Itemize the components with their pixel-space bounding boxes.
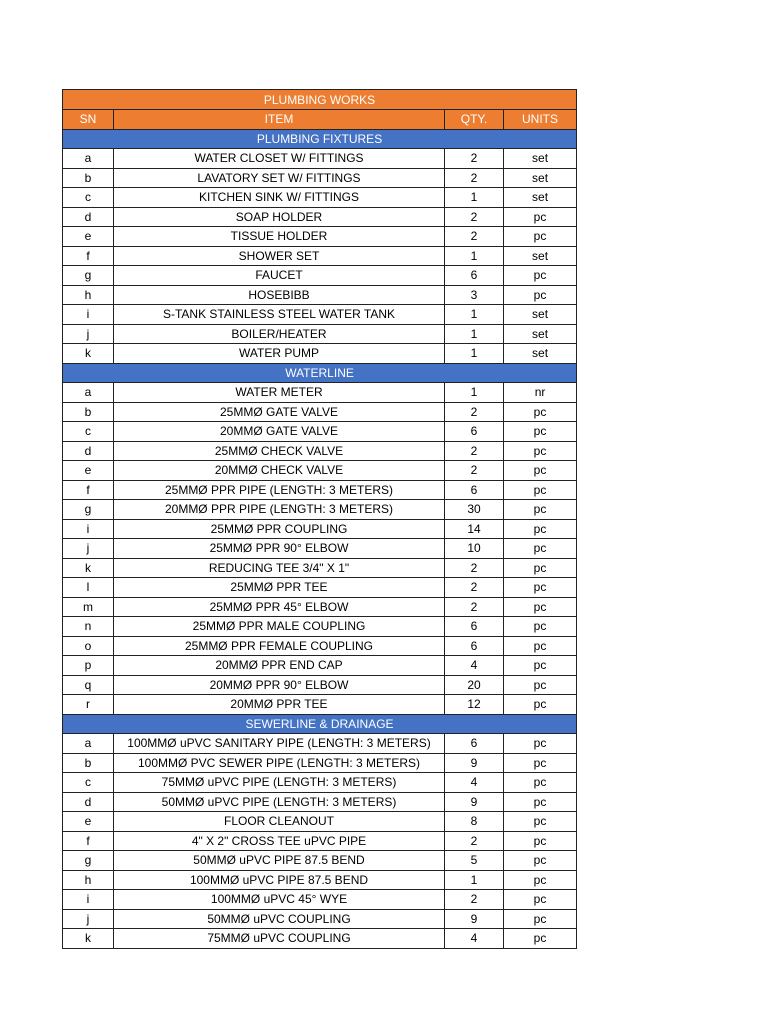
table-row xyxy=(63,890,577,910)
cell-qty: 4 xyxy=(445,773,504,793)
cell-units: set xyxy=(504,324,577,344)
cell-sn: a xyxy=(63,734,114,754)
cell-units: set xyxy=(504,246,577,266)
cell-qty: 6 xyxy=(445,480,504,500)
cell-item: 20MMØ GATE VALVE xyxy=(114,422,445,442)
cell-sn: a xyxy=(63,149,114,169)
cell-qty: 20 xyxy=(445,675,504,695)
cell-sn: j xyxy=(63,539,114,559)
table-row xyxy=(63,929,577,949)
cell-units: pc xyxy=(504,597,577,617)
cell-qty: 2 xyxy=(445,831,504,851)
cell-sn: e xyxy=(63,812,114,832)
table-row xyxy=(63,695,577,715)
cell-units: pc xyxy=(504,675,577,695)
section-title: PLUMBING FIXTURES xyxy=(63,129,577,149)
cell-sn: b xyxy=(63,168,114,188)
cell-item: 25MMØ PPR MALE COUPLING xyxy=(114,617,445,637)
cell-units: pc xyxy=(504,480,577,500)
table-row xyxy=(63,344,577,364)
table-row xyxy=(63,753,577,773)
cell-item: 20MMØ PPR PIPE (LENGTH: 3 METERS) xyxy=(114,500,445,520)
table-row xyxy=(63,617,577,637)
cell-units: nr xyxy=(504,383,577,403)
cell-qty: 6 xyxy=(445,266,504,286)
cell-qty: 1 xyxy=(445,188,504,208)
cell-units: pc xyxy=(504,578,577,598)
cell-units: pc xyxy=(504,890,577,910)
cell-sn: g xyxy=(63,266,114,286)
cell-item: 25MMØ PPR TEE xyxy=(114,578,445,598)
cell-item: TISSUE HOLDER xyxy=(114,227,445,247)
table-row xyxy=(63,324,577,344)
cell-item: REDUCING TEE 3/4" X 1" xyxy=(114,558,445,578)
cell-sn: e xyxy=(63,227,114,247)
cell-sn: i xyxy=(63,305,114,325)
section-header-row xyxy=(63,714,577,734)
cell-item: 100MMØ uPVC SANITARY PIPE (LENGTH: 3 METERS) xyxy=(114,734,445,754)
table-row xyxy=(63,227,577,247)
cell-qty: 9 xyxy=(445,909,504,929)
table-row xyxy=(63,734,577,754)
cell-units: pc xyxy=(504,207,577,227)
cell-qty: 1 xyxy=(445,324,504,344)
cell-item: WATER PUMP xyxy=(114,344,445,364)
cell-item: 20MMØ CHECK VALVE xyxy=(114,461,445,481)
table-body xyxy=(63,90,577,949)
cell-sn: l xyxy=(63,578,114,598)
cell-qty: 2 xyxy=(445,227,504,247)
cell-item: 75MMØ uPVC COUPLING xyxy=(114,929,445,949)
table-row xyxy=(63,831,577,851)
table-row xyxy=(63,558,577,578)
cell-item: HOSEBIBB xyxy=(114,285,445,305)
cell-sn: i xyxy=(63,890,114,910)
table-row xyxy=(63,441,577,461)
cell-units: pc xyxy=(504,812,577,832)
cell-qty: 2 xyxy=(445,558,504,578)
column-header-row xyxy=(63,110,577,130)
table-row xyxy=(63,539,577,559)
cell-sn: k xyxy=(63,344,114,364)
cell-sn: a xyxy=(63,383,114,403)
plumbing-works-table xyxy=(62,89,577,949)
table-title-row xyxy=(63,90,577,110)
table-row xyxy=(63,675,577,695)
cell-sn: f xyxy=(63,480,114,500)
table-row xyxy=(63,285,577,305)
cell-sn: f xyxy=(63,246,114,266)
cell-sn: k xyxy=(63,558,114,578)
cell-item: S-TANK STAINLESS STEEL WATER TANK xyxy=(114,305,445,325)
cell-sn: g xyxy=(63,500,114,520)
cell-units: pc xyxy=(504,539,577,559)
cell-units: pc xyxy=(504,519,577,539)
cell-item: 25MMØ PPR 90° ELBOW xyxy=(114,539,445,559)
cell-qty: 12 xyxy=(445,695,504,715)
cell-qty: 2 xyxy=(445,168,504,188)
header-qty: QTY. xyxy=(445,110,504,130)
cell-item: 50MMØ uPVC PIPE 87.5 BEND xyxy=(114,851,445,871)
cell-qty: 4 xyxy=(445,656,504,676)
cell-item: 25MMØ GATE VALVE xyxy=(114,402,445,422)
cell-units: pc xyxy=(504,929,577,949)
cell-sn: f xyxy=(63,831,114,851)
table-row xyxy=(63,812,577,832)
cell-item: 20MMØ PPR TEE xyxy=(114,695,445,715)
cell-item: SOAP HOLDER xyxy=(114,207,445,227)
table-row xyxy=(63,207,577,227)
cell-qty: 1 xyxy=(445,383,504,403)
cell-units: pc xyxy=(504,851,577,871)
header-sn: SN xyxy=(63,110,114,130)
table-row xyxy=(63,149,577,169)
cell-units: pc xyxy=(504,870,577,890)
cell-sn: r xyxy=(63,695,114,715)
cell-sn: d xyxy=(63,207,114,227)
table-row xyxy=(63,480,577,500)
section-header-row xyxy=(63,363,577,383)
cell-item: 20MMØ PPR END CAP xyxy=(114,656,445,676)
cell-qty: 10 xyxy=(445,539,504,559)
cell-units: pc xyxy=(504,266,577,286)
cell-qty: 2 xyxy=(445,402,504,422)
cell-units: set xyxy=(504,168,577,188)
cell-qty: 2 xyxy=(445,149,504,169)
cell-sn: b xyxy=(63,753,114,773)
table-row xyxy=(63,383,577,403)
cell-sn: c xyxy=(63,422,114,442)
cell-sn: d xyxy=(63,792,114,812)
cell-qty: 2 xyxy=(445,578,504,598)
section-header-row xyxy=(63,129,577,149)
cell-qty: 4 xyxy=(445,929,504,949)
table-row xyxy=(63,909,577,929)
cell-sn: n xyxy=(63,617,114,637)
cell-sn: p xyxy=(63,656,114,676)
cell-item: BOILER/HEATER xyxy=(114,324,445,344)
cell-sn: q xyxy=(63,675,114,695)
cell-units: pc xyxy=(504,753,577,773)
cell-qty: 1 xyxy=(445,246,504,266)
cell-sn: b xyxy=(63,402,114,422)
header-units: UNITS xyxy=(504,110,577,130)
cell-units: pc xyxy=(504,617,577,637)
cell-qty: 1 xyxy=(445,305,504,325)
cell-qty: 6 xyxy=(445,636,504,656)
cell-units: pc xyxy=(504,285,577,305)
cell-sn: j xyxy=(63,909,114,929)
cell-item: 25MMØ PPR FEMALE COUPLING xyxy=(114,636,445,656)
table-row xyxy=(63,597,577,617)
table-row xyxy=(63,851,577,871)
cell-qty: 1 xyxy=(445,344,504,364)
cell-sn: c xyxy=(63,773,114,793)
cell-item: 25MMØ CHECK VALVE xyxy=(114,441,445,461)
cell-sn: k xyxy=(63,929,114,949)
cell-units: pc xyxy=(504,461,577,481)
cell-qty: 2 xyxy=(445,441,504,461)
cell-units: pc xyxy=(504,422,577,442)
cell-qty: 6 xyxy=(445,422,504,442)
cell-item: 25MMØ PPR PIPE (LENGTH: 3 METERS) xyxy=(114,480,445,500)
cell-item: KITCHEN SINK W/ FITTINGS xyxy=(114,188,445,208)
cell-units: pc xyxy=(504,441,577,461)
table-row xyxy=(63,519,577,539)
cell-units: pc xyxy=(504,500,577,520)
cell-item: 100MMØ uPVC PIPE 87.5 BEND xyxy=(114,870,445,890)
cell-item: 25MMØ PPR 45° ELBOW xyxy=(114,597,445,617)
table-title: PLUMBING WORKS xyxy=(63,90,577,110)
cell-units: set xyxy=(504,188,577,208)
cell-qty: 2 xyxy=(445,461,504,481)
cell-sn: c xyxy=(63,188,114,208)
table-row xyxy=(63,656,577,676)
cell-units: pc xyxy=(504,734,577,754)
cell-qty: 8 xyxy=(445,812,504,832)
cell-units: pc xyxy=(504,909,577,929)
table-row xyxy=(63,422,577,442)
cell-item: WATER METER xyxy=(114,383,445,403)
cell-sn: g xyxy=(63,851,114,871)
table-row xyxy=(63,636,577,656)
cell-item: FAUCET xyxy=(114,266,445,286)
table-row xyxy=(63,188,577,208)
cell-units: pc xyxy=(504,773,577,793)
table-row xyxy=(63,266,577,286)
section-title: WATERLINE xyxy=(63,363,577,383)
table-row xyxy=(63,578,577,598)
cell-units: pc xyxy=(504,636,577,656)
cell-units: pc xyxy=(504,656,577,676)
cell-units: set xyxy=(504,149,577,169)
cell-item: 100MMØ PVC SEWER PIPE (LENGTH: 3 METERS) xyxy=(114,753,445,773)
cell-units: pc xyxy=(504,402,577,422)
table-row xyxy=(63,792,577,812)
cell-qty: 6 xyxy=(445,734,504,754)
cell-units: pc xyxy=(504,558,577,578)
cell-sn: j xyxy=(63,324,114,344)
cell-item: 20MMØ PPR 90° ELBOW xyxy=(114,675,445,695)
table-row xyxy=(63,246,577,266)
cell-item: WATER CLOSET W/ FITTINGS xyxy=(114,149,445,169)
cell-sn: o xyxy=(63,636,114,656)
cell-units: pc xyxy=(504,227,577,247)
cell-units: set xyxy=(504,344,577,364)
cell-item: 50MMØ uPVC PIPE (LENGTH: 3 METERS) xyxy=(114,792,445,812)
cell-item: 100MMØ uPVC 45° WYE xyxy=(114,890,445,910)
cell-units: pc xyxy=(504,831,577,851)
cell-qty: 6 xyxy=(445,617,504,637)
cell-item: FLOOR CLEANOUT xyxy=(114,812,445,832)
cell-qty: 30 xyxy=(445,500,504,520)
cell-sn: i xyxy=(63,519,114,539)
cell-qty: 9 xyxy=(445,753,504,773)
table-row xyxy=(63,870,577,890)
table-row xyxy=(63,773,577,793)
cell-qty: 2 xyxy=(445,597,504,617)
cell-units: pc xyxy=(504,695,577,715)
table-row xyxy=(63,402,577,422)
cell-item: 75MMØ uPVC PIPE (LENGTH: 3 METERS) xyxy=(114,773,445,793)
table-row xyxy=(63,168,577,188)
cell-sn: e xyxy=(63,461,114,481)
table-row xyxy=(63,461,577,481)
table-row xyxy=(63,500,577,520)
cell-qty: 3 xyxy=(445,285,504,305)
cell-qty: 5 xyxy=(445,851,504,871)
cell-units: set xyxy=(504,305,577,325)
cell-item: 25MMØ PPR COUPLING xyxy=(114,519,445,539)
cell-sn: m xyxy=(63,597,114,617)
cell-qty: 9 xyxy=(445,792,504,812)
header-item: ITEM xyxy=(114,110,445,130)
table-row xyxy=(63,305,577,325)
cell-qty: 2 xyxy=(445,207,504,227)
cell-item: LAVATORY SET W/ FITTINGS xyxy=(114,168,445,188)
cell-units: pc xyxy=(504,792,577,812)
cell-item: SHOWER SET xyxy=(114,246,445,266)
cell-qty: 2 xyxy=(445,890,504,910)
cell-item: 50MMØ uPVC COUPLING xyxy=(114,909,445,929)
cell-sn: h xyxy=(63,870,114,890)
cell-sn: d xyxy=(63,441,114,461)
cell-sn: h xyxy=(63,285,114,305)
cell-qty: 14 xyxy=(445,519,504,539)
section-title: SEWERLINE & DRAINAGE xyxy=(63,714,577,734)
cell-qty: 1 xyxy=(445,870,504,890)
cell-item: 4" X 2" CROSS TEE uPVC PIPE xyxy=(114,831,445,851)
